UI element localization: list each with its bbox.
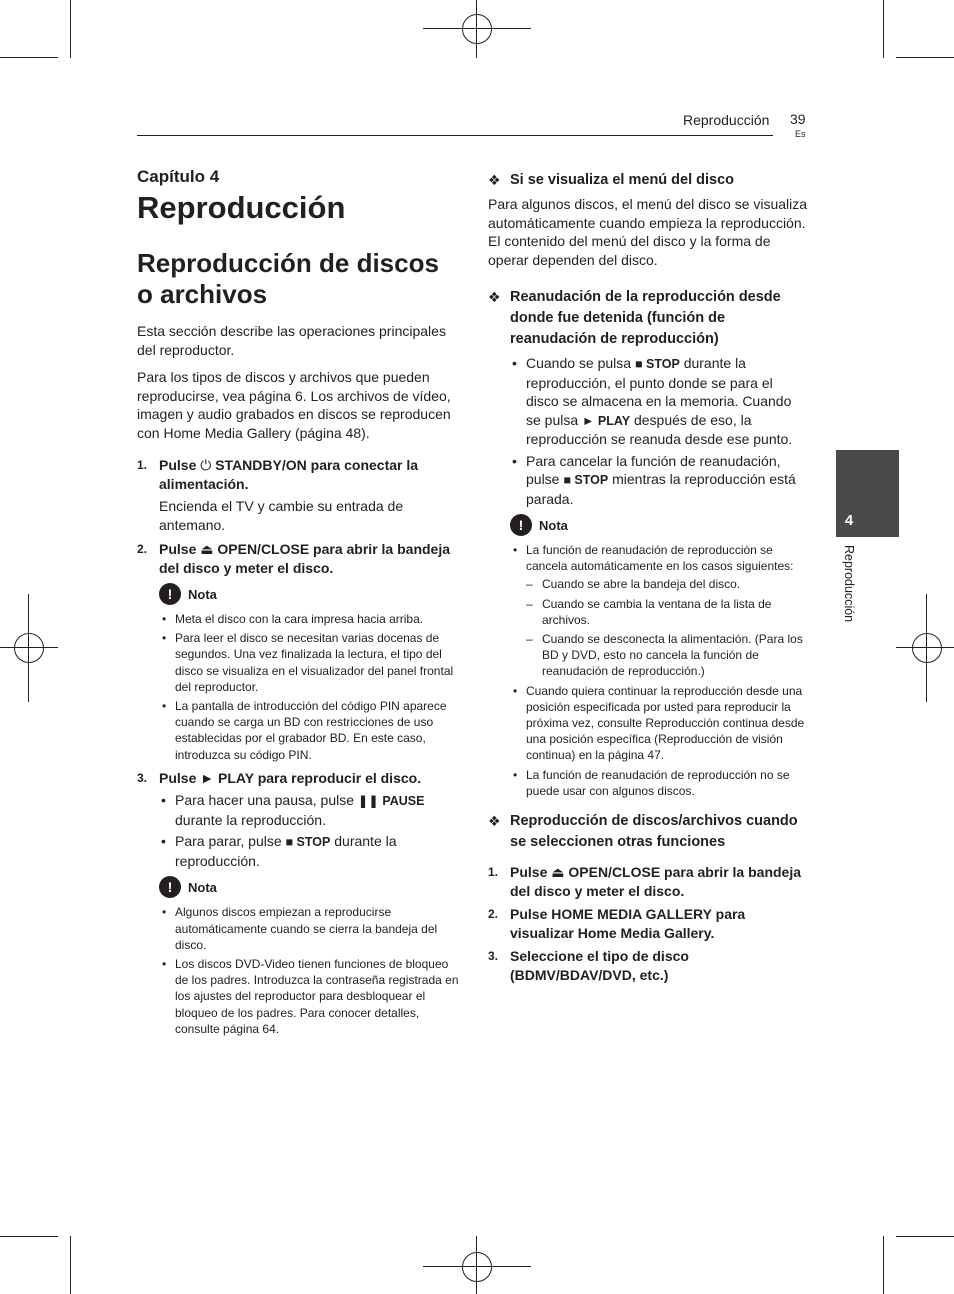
eject-icon: ⏏: [200, 541, 214, 557]
step-number: 3.: [488, 949, 499, 964]
chapter-tab-label: Reproducción: [842, 545, 856, 623]
step-1-body: Encienda el TV y cambie su entrada de antemano.: [159, 498, 404, 533]
note-heading-3: ! Nota: [510, 514, 808, 536]
list-item: • Algunos discos empiezan a reproducirse automáticamente cuando se cierra la bandeja del disco.: [159, 904, 459, 953]
list-item: • La función de reanudación de reproducción se cancela automáticamente en los casos siguientes: – Cuando se abre la bandeja del disco. – Cuando se cambia la ventana de la lista de archivos. – Cuando se desconecta la alimentación. (Para los BD y DVD, esto no cancela la función de reanudación de reproducción.): [510, 542, 808, 680]
pause-icon: ❚❚: [357, 794, 379, 809]
step-1: 1. Pulse ⏻ STANDBY/ON para conectar la alimentación.: [137, 457, 419, 492]
list-item: • La función de reanudación de reproducción no se puede usar con algunos discos.: [510, 767, 808, 799]
play-icon: ►: [582, 413, 595, 428]
header-rule: [137, 135, 773, 136]
open-close-key: OPEN/CLOSE: [564, 864, 661, 881]
list-item: • Cuando se pulsa ■ STOP durante la reproducción, el punto donde se para el disco se almacena en la memoria. Cuando se pulsa ► PLAY después de eso, la reproducción se reanuda desde ese punto.: [510, 354, 808, 449]
step-2: 2. Pulse ⏏ OPEN/CLOSE para abrir la bandeja del disco y meter el disco.: [137, 541, 451, 576]
list-item: • Para leer el disco se necesitan varias docenas de segundos. Una vez finalizada la lectura, el tipo del disco se visualiza en el visualizador del panel frontal del reproductor.: [159, 630, 459, 695]
intro-paragraph-2: Para los tipos de discos y archivos que pueden reproducirse, vea página 6. Los archivos de vídeo, imagen y audio grabados en discos se reproducen con Home Media Gallery (página 48).: [137, 369, 451, 441]
diamond-icon: ❖: [488, 172, 501, 188]
step-3: 3. Pulse ► PLAY para reproducir el disco.: [137, 769, 422, 786]
note-heading-2: ! Nota: [159, 876, 459, 898]
list-item: • Meta el disco con la cara impresa hacia arriba.: [159, 611, 459, 627]
exclamation-icon: !: [159, 876, 181, 898]
chapter-label: Capítulo 4: [137, 167, 220, 186]
note-list-3: [510, 542, 808, 799]
eject-icon: ⏏: [551, 864, 565, 881]
stop-key: STOP: [570, 473, 609, 487]
standby-key: STANDBY/ON: [211, 457, 307, 473]
right-step-3: 3. Seleccione el tipo de disco (BDMV/BDAV/DVD, etc.): [488, 948, 689, 983]
exclamation-icon: !: [159, 583, 181, 605]
step-number: 3.: [137, 770, 148, 785]
power-icon: ⏻: [200, 457, 212, 473]
resume-bullets: [510, 354, 808, 508]
list-item: • Para cancelar la función de reanudación, pulse ■ STOP mientras la reproducción está parada.: [510, 452, 808, 509]
step-number: 1.: [488, 865, 499, 880]
list-item: • Los discos DVD-Video tienen funciones de bloqueo de los padres. Introduzca la contraseña registrada en los ajustes del reproductor para desbloquear el bloqueo de los padres. Para conocer detalles, consulte página 64.: [159, 956, 459, 1037]
home-media-gallery-key: HOME MEDIA GALLERY: [551, 906, 712, 923]
stop-icon: ■: [285, 835, 294, 850]
dash-item: – Cuando se abre la bandeja del disco.: [526, 576, 808, 592]
disc-type-key: BDMV/BDAV/DVD, etc.: [514, 966, 664, 983]
dash-list: [526, 576, 808, 679]
right-step-1: 1. Pulse ⏏ OPEN/CLOSE para abrir la bandeja del disco y meter el disco.: [488, 864, 802, 899]
page-title: Reproducción: [137, 190, 346, 225]
right-column: [488, 170, 808, 989]
note-heading-1: ! Nota: [159, 583, 459, 605]
note-list-2: [159, 904, 459, 1037]
stop-icon: ■: [634, 357, 643, 371]
play-key: PLAY: [594, 413, 631, 428]
running-header-section: Reproducción: [683, 112, 770, 128]
pause-key: PAUSE: [378, 794, 425, 809]
step-number: 1.: [137, 458, 148, 472]
chapter-tab-number: 4: [844, 512, 854, 529]
language-code: Es: [795, 129, 806, 139]
note-list-1: [159, 611, 459, 763]
diamond-icon: ❖: [488, 289, 501, 305]
heading-disc-menu: ❖ Si se visualiza el menú del disco: [488, 170, 808, 191]
open-close-key: OPEN/CLOSE: [213, 541, 310, 557]
dash-item: – Cuando se desconecta la alimentación. (Para los BD y DVD, esto no cancela la función de reanudación de reproducción.): [526, 631, 808, 680]
stop-key: STOP: [642, 357, 680, 371]
exclamation-icon: !: [510, 514, 532, 536]
intro-paragraph-1: Esta sección describe las operaciones principales del reproductor.: [137, 323, 446, 358]
heading-resume: ❖ Reanudación de la reproducción desde donde fue detenida (función de reanudación de reproducción): [488, 289, 781, 347]
disc-menu-paragraph: Para algunos discos, el menú del disco se visualiza automáticamente cuando empieza la reproducción. El contenido del menú del disco y la forma de operar dependen del disco.: [488, 196, 808, 268]
stop-icon: ■: [563, 473, 571, 487]
step-number: 2.: [488, 907, 499, 922]
list-item: • Para hacer una pausa, pulse ❚❚ PAUSE durante la reproducción.: [159, 791, 459, 829]
list-item: • Cuando quiera continuar la reproducción desde una posición especificada por usted para reproducir la próxima vez, consulte Reproducción continua desde una posición específica (Reproducción de visión continua) en la página 47.: [510, 683, 808, 764]
list-item: • Para parar, pulse ■ STOP durante la reproducción.: [159, 832, 459, 870]
left-column: [137, 166, 459, 1043]
step-number: 2.: [137, 542, 148, 556]
list-item: • La pantalla de introducción del código PIN aparece cuando se carga un BD con restricciones de uso establecidas por el grabador BD. En este caso, introduzca su código PIN.: [159, 698, 459, 763]
stop-key: STOP: [293, 835, 331, 850]
play-key: PLAY: [214, 769, 254, 786]
diamond-icon: ❖: [488, 813, 501, 830]
right-step-2: 2. Pulse HOME MEDIA GALLERY para visualizar Home Media Gallery.: [488, 906, 746, 941]
page-number: 39: [790, 111, 806, 127]
step-3-bullets: [159, 791, 459, 870]
heading-other-functions: ❖ Reproducción de discos/archivos cuando se seleccionen otras funciones: [488, 813, 798, 851]
play-icon: ►: [200, 769, 215, 786]
dash-item: – Cuando se cambia la ventana de la lista de archivos.: [526, 596, 808, 628]
section-title: Reproducción de discos o archivos: [137, 248, 439, 309]
